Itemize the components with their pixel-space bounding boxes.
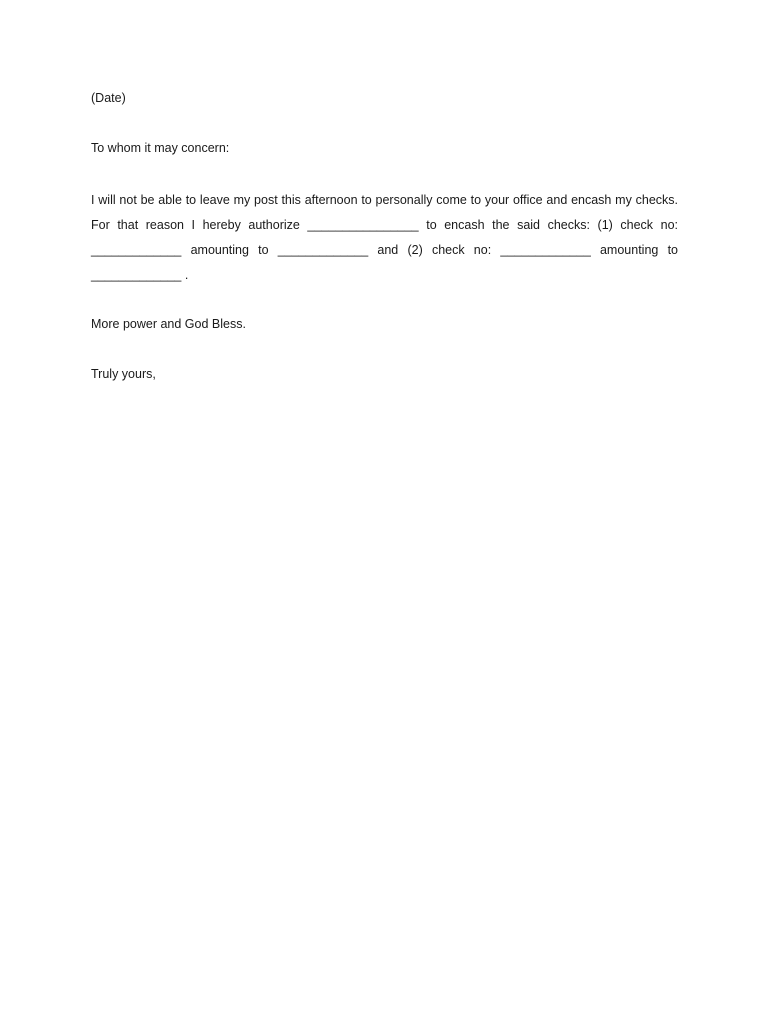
letter-date: (Date)	[91, 91, 126, 105]
authorization-letter	[91, 88, 678, 384]
letter-closing: More power and God Bless.	[91, 317, 246, 331]
letter-salutation: To whom it may concern:	[91, 141, 230, 155]
letter-body: I will not be able to leave my post this afternoon to personally come to your office and encash my checks. For that reason I hereby authorize ________________ to encash the said checks: (1) check no: _____________ amounting to _____________ and (2) check no: _____________ amounting to _____________ .	[91, 193, 678, 282]
letter-signoff: Truly yours,	[91, 367, 156, 381]
